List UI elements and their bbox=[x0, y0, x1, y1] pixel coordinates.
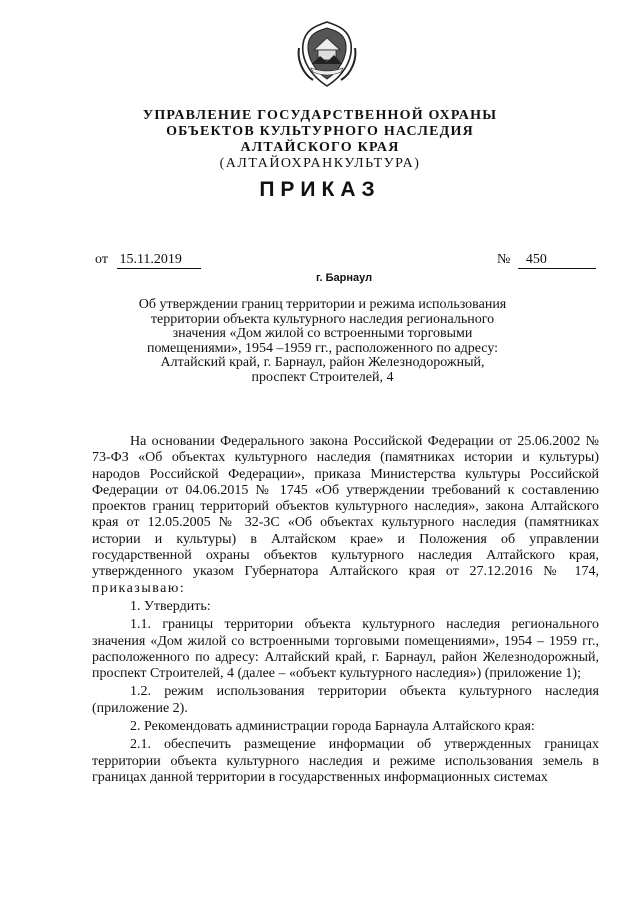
clause-1-1: 1.1. границы территории объекта культурного наследия регионального значения «Дом жилой со встроенными торговыми помещениями», 1954 – 1959 гг., расположенного по адресу: Алтайский край, г. Барнаул, район Железнодорожный, проспект Строителей, 4 (далее – «объект культурного наследия») (приложение 1); bbox=[92, 617, 599, 682]
date-prefix: от bbox=[95, 252, 108, 267]
order-number: 450 bbox=[518, 252, 596, 269]
clause-2-1: 2.1. обеспечить размещение информации об утвержденных границах территории объекта культурного наследия и режиме использования земель в границах данной территории в государственных информационных системах bbox=[92, 737, 599, 785]
org-line-2: ОБЪЕКТОВ КУЛЬТУРНОГО НАСЛЕДИЯ bbox=[166, 124, 474, 139]
clause-1-2: 1.2. режим использования территории объекта культурного наследия (приложение 2). bbox=[92, 684, 599, 716]
date-row bbox=[95, 252, 201, 269]
order-subject bbox=[130, 298, 515, 385]
org-line-3: АЛТАЙСКОГО КРАЯ bbox=[240, 140, 400, 155]
org-line-1: УПРАВЛЕНИЕ ГОСУДАРСТВЕННОЙ ОХРАНЫ bbox=[142, 108, 498, 123]
subject-line-3: значения «Дом жилой со встроенными торговыми bbox=[172, 326, 473, 341]
clause-2: 2. Рекомендовать администрации города Барнаула Алтайского края: bbox=[130, 719, 535, 735]
number-prefix: № bbox=[497, 252, 511, 267]
number-row bbox=[497, 252, 596, 269]
order-phrase: приказываю: bbox=[92, 580, 186, 596]
preamble-paragraph bbox=[92, 434, 599, 597]
coat-of-arms-emblem bbox=[297, 20, 357, 88]
preamble-text: На основании Федерального закона Российской Федерации от 25.06.2002 № 73-ФЗ «Об объектах культурного наследия (памятниках истории и культуры) народов Российской Федерации», приказа Министерства культуры Российской Федерации от 04.06.2015 № 1745 «Об утверждении требований к составлению проектов границ территорий объектов культурного наследия», закона Алтайского края от 12.05.2005 № 32-ЗС «Об объектах культурного наследия (памятниках истории и культуры) в Алтайском крае» и Положения об управлении государственной охраны объектов культурного наследия Алтайского края, утвержденного указом Губернатора Алтайского края от 27.12.2016 № 174, bbox=[92, 434, 599, 580]
order-body bbox=[92, 434, 599, 788]
issuing-organization bbox=[0, 108, 640, 172]
city-of-issue: г. Барнаул bbox=[316, 272, 373, 284]
subject-line-6: проспект Строителей, 4 bbox=[251, 369, 394, 385]
document-type-title: ПРИКАЗ bbox=[259, 178, 381, 201]
clause-1: 1. Утвердить: bbox=[130, 598, 211, 614]
org-abbreviation: (АЛТАЙОХРАНКУЛЬТУРА) bbox=[219, 156, 421, 171]
subject-line-5: Алтайский край, г. Барнаул, район Железнодорожный, bbox=[160, 355, 485, 370]
subject-line-2: территории объекта культурного наследия регионального bbox=[150, 311, 495, 327]
order-date: 15.11.2019 bbox=[117, 252, 201, 269]
subject-line-4: помещениями», 1954 –1959 гг., расположенного по адресу: bbox=[146, 340, 499, 356]
subject-line-1: Об утверждении границ территории и режима использования bbox=[138, 297, 507, 312]
